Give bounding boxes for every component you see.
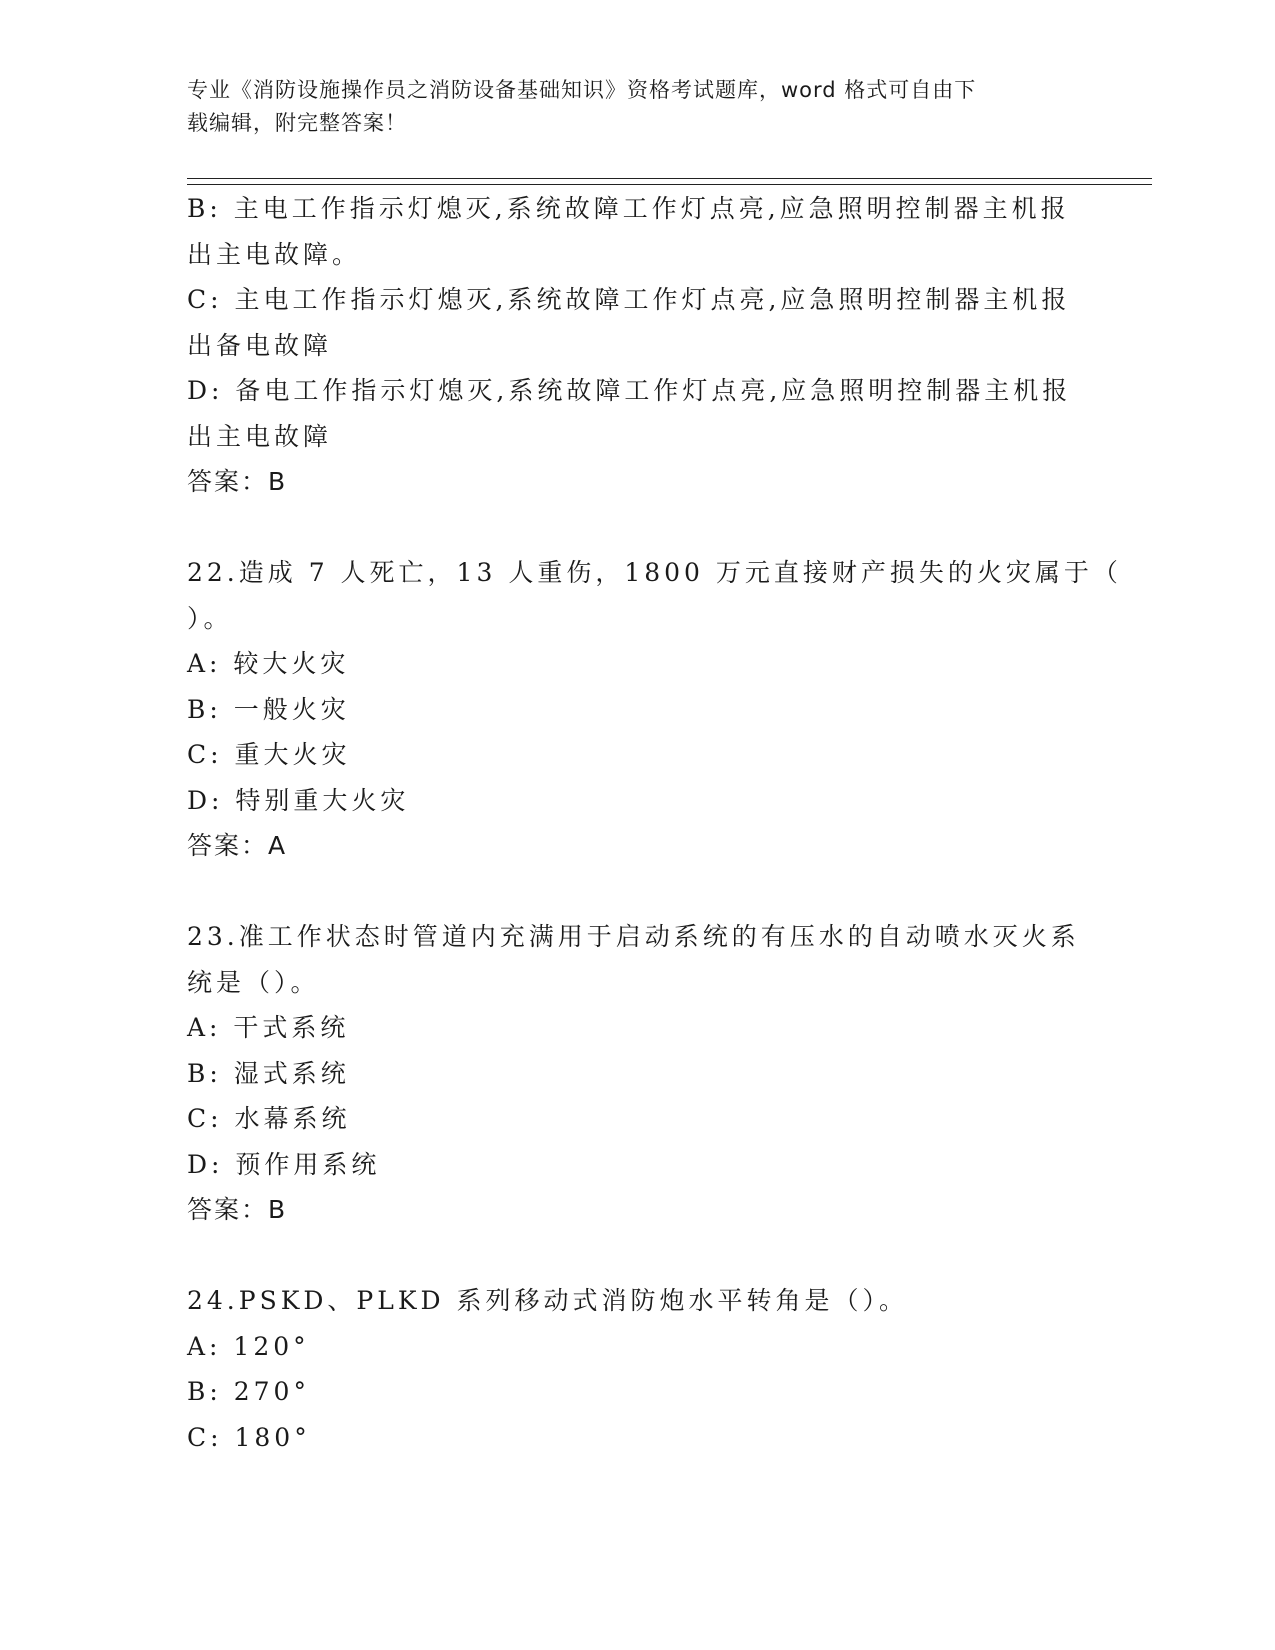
spacer xyxy=(187,869,1087,915)
q21-answer: 答案：B xyxy=(187,467,288,496)
header-line-1: 专业《消防设施操作员之消防设备基础知识》资格考试题库，word 格式可自由下 xyxy=(187,78,977,102)
header-divider-top xyxy=(187,178,1152,179)
document-body xyxy=(187,186,1122,1460)
document-header xyxy=(187,74,1087,140)
q22-option-a: A: 较大火灾 xyxy=(187,649,350,678)
q23-option-a: A: 干式系统 xyxy=(187,1013,350,1042)
q24-stem-line-1: 24.PSKD、PLKD 系列移动式消防炮水平转角是（）。 xyxy=(187,1286,909,1315)
q21-option-b-line-1: B: 主电工作指示灯熄灭,系统故障工作灯点亮,应急照明控制器主机报 xyxy=(187,194,1070,223)
q23-option-c: C: 水幕系统 xyxy=(187,1104,351,1133)
header-divider-bottom xyxy=(187,184,1152,185)
q21-option-d-line-1: D: 备电工作指示灯熄灭,系统故障工作灯点亮,应急照明控制器主机报 xyxy=(187,376,1072,405)
q21-option-b-line-2: 出主电故障。 xyxy=(187,239,362,269)
q24-option-c: C: 180° xyxy=(187,1422,311,1452)
q23-answer: 答案：B xyxy=(187,1195,288,1224)
q23-stem-line-2: 统是（）。 xyxy=(187,967,320,997)
q21-option-d-line-2: 出主电故障 xyxy=(187,421,333,451)
q22-option-d: D: 特别重大火灾 xyxy=(187,785,410,815)
q21-option-c-line-2: 出备电故障 xyxy=(187,330,333,360)
q22-stem-line-1: 22.造成 7 人死亡，13 人重伤，1800 万元直接财产损失的火灾属于（ xyxy=(187,558,1122,587)
spacer xyxy=(187,505,1087,551)
q23-stem-line-1: 23.准工作状态时管道内充满用于启动系统的有压水的自动喷水灭火系 xyxy=(187,922,1080,951)
q22-option-c: C: 重大火灾 xyxy=(187,740,351,769)
q23-option-b: B: 湿式系统 xyxy=(187,1058,350,1088)
q22-answer: 答案：A xyxy=(187,831,288,860)
q24-option-b: B: 270° xyxy=(187,1377,310,1406)
q22-stem-line-2: ）。 xyxy=(187,603,233,633)
q23-option-d: D: 预作用系统 xyxy=(187,1149,381,1179)
q22-option-b: B: 一般火灾 xyxy=(187,694,350,724)
q24-option-a: A: 120° xyxy=(187,1331,310,1361)
q21-option-c-line-1: C: 主电工作指示灯熄灭,系统故障工作灯点亮,应急照明控制器主机报 xyxy=(187,285,1071,314)
header-line-2: 载编辑，附完整答案！ xyxy=(187,111,407,135)
spacer xyxy=(187,1233,1087,1279)
